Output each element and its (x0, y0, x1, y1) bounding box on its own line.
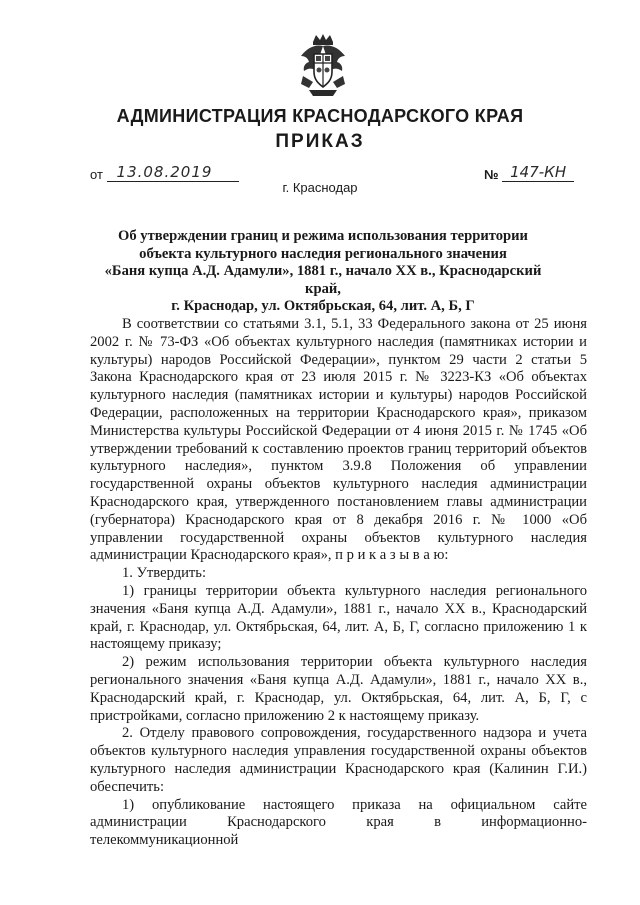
date-value: 13.08.2019 (107, 164, 239, 182)
heading-line: объекта культурного наследия регионального значения (139, 245, 507, 262)
body-paragraph: 1. Утвердить: (122, 565, 207, 582)
document-body (90, 316, 587, 850)
heading-line: Об утверждении границ и режима использования территории (118, 228, 528, 244)
coat-of-arms-icon (295, 32, 351, 100)
date-label: от (90, 167, 103, 182)
body-paragraph: 2. Отделу правового сопровождения, государственного надзора и учета объектов культурного наследия управления государственной охраны объектов культурного наследия администрации Краснодарского края (Калинин Г.И.) обеспечить: (90, 725, 587, 795)
body-paragraph: 2) режим использования территории объекта культурного наследия регионального значения «Баня купца А.Д. Адамули», 1881 г., начало XX в., Краснодарский край, г. Краснодар, ул. Октябрьская, 64, лит. А, Б, Г, с пристройками, согласно приложению 2 к настоящему приказу. (90, 654, 587, 724)
heading-line: «Баня купца А.Д. Адамули», 1881 г., начало XX в., Краснодарский край, (104, 263, 542, 297)
number-value: 147-КН (502, 164, 574, 182)
city-name: г. Краснодар (282, 180, 358, 195)
heading-line: г. Краснодар, ул. Октябрьская, 64, лит. А, Б, Г (171, 298, 475, 314)
organization-title: АДМИНИСТРАЦИЯ КРАСНОДАРСКОГО КРАЯ (116, 106, 524, 126)
document-heading (90, 228, 556, 316)
body-paragraph: 1) опубликование настоящего приказа на официальном сайте администрации Краснодарского края в информационно-телекоммуникационной (90, 796, 587, 849)
document-type: ПРИКАЗ (275, 131, 365, 152)
body-paragraph: 1) границы территории объекта культурного наследия регионального значения «Баня купца А.Д. Адамули», 1881 г., начало XX в., Краснодарский край, г. Краснодар, ул. Октябрьская, 64, лит. А, Б, Г, согласно приложению 1 к настоящему приказу; (90, 582, 587, 653)
body-paragraph: В соответствии со статьями 3.1, 5.1, 33 Федерального закона от 25 июня 2002 г. № 73-ФЗ «Об объектах культурного наследия (памятниках истории и культуры) народов Российской Федерации», пунктом 29 части 2 статьи 5 Закона Краснодарского края от 23 июля 2015 г. № 3223-КЗ «Об объектах культурного наследия (памятниках истории и культуры) народов Российской Федерации, расположенных на территории Краснодарского края», приказом Министерства культуры Российской Федерации от 4 июня 2015 г. № 1745 «Об утверждении требований к составлению проектов границ территорий объектов культурного наследия», пунктом 3.9.8 Положения об управлении государственной охраны объектов культурного наследия администрации Краснодарского края, утвержденного постановлением главы администрации (губернатора) Краснодарского края от 8 декабря 2016 г. № 1000 «Об управлении государственной охраны объектов культурного наследия администрации Краснодарского края», п р и к а з ы в а ю: (90, 316, 587, 564)
number-label: № (484, 167, 499, 182)
